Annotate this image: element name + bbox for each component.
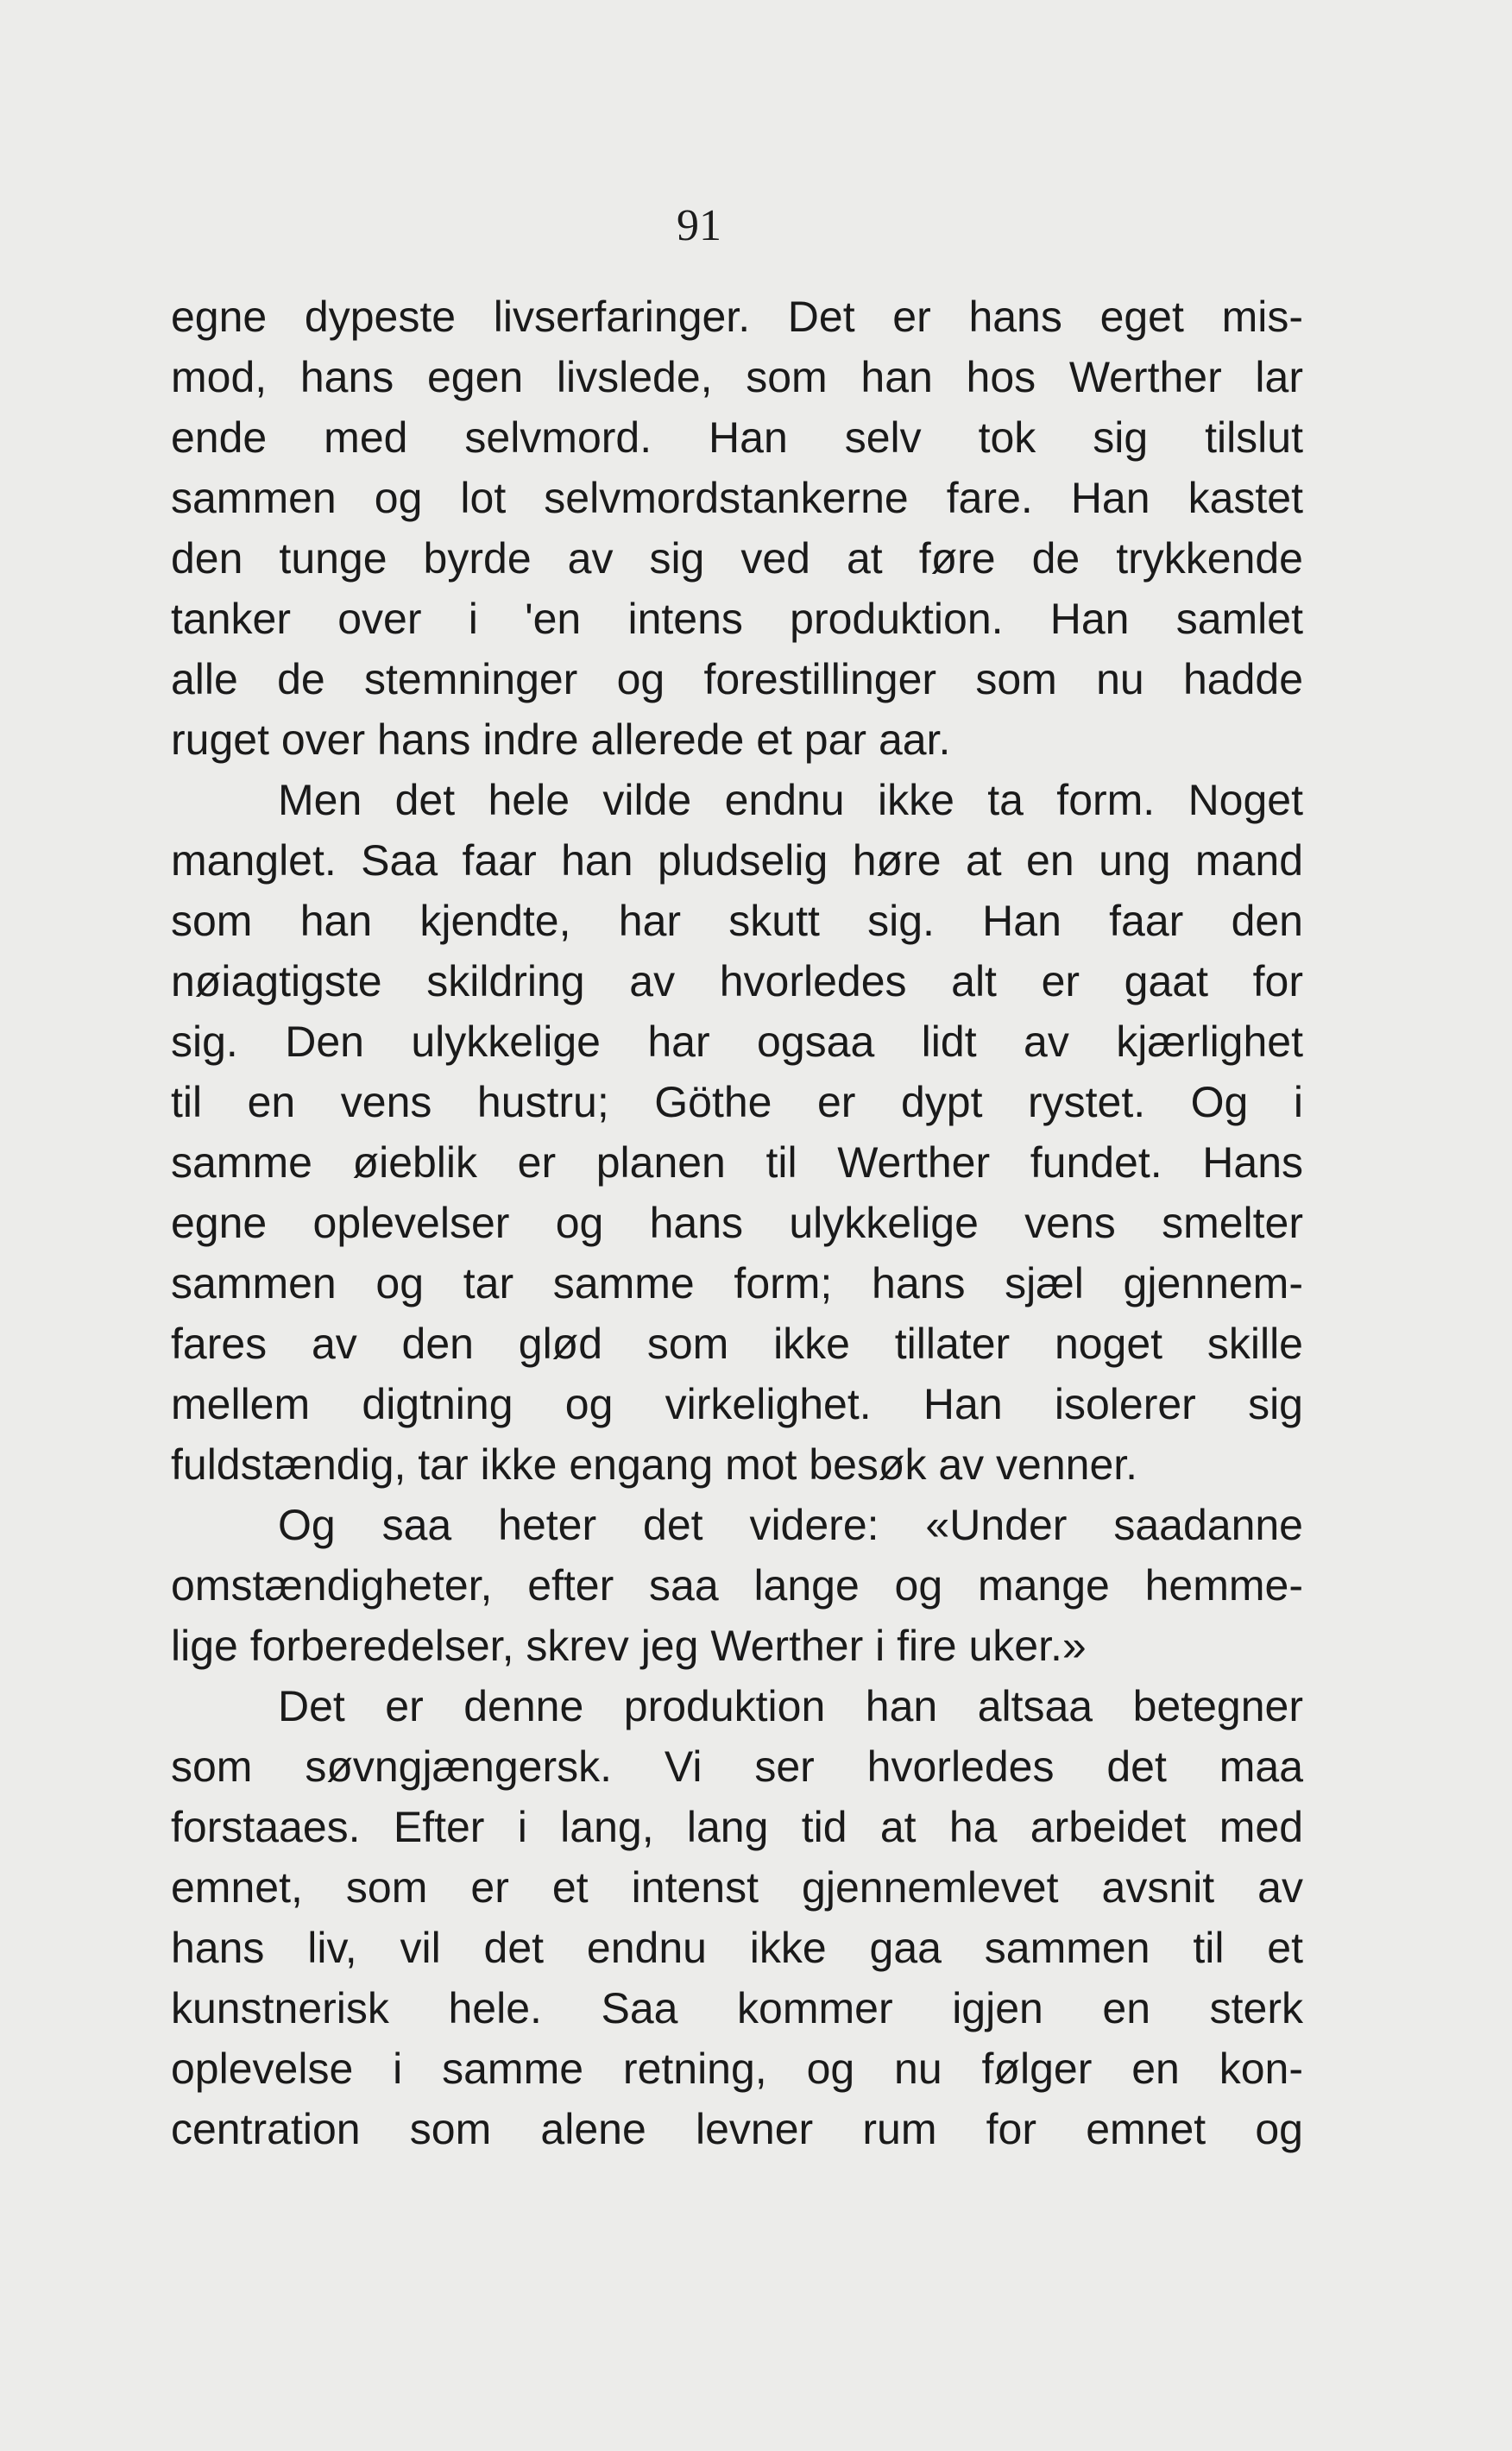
text-line: sig. Den ulykkelige har ogsaa lidt av kjærlighet [171,1018,1303,1066]
text-line: fares av den glød som ikke tillater noget skille [171,1320,1303,1368]
text-line: Det er denne produktion han altsaa betegner [278,1682,1303,1730]
text-line: Og saa heter det videre: «Under saadanne [278,1501,1303,1549]
text-line: alle de stemninger og forestillinger som nu hadde [171,655,1303,703]
text-line: emnet, som er et intenst gjennemlevet avsnit av [171,1863,1303,1912]
text-line: mod, hans egen livslede, som han hos Werther lar [171,353,1303,401]
text-line: den tunge byrde av sig ved at føre de trykkende [171,534,1303,583]
text-line: lige forberedelser, skrev jeg Werther i fire uker.» [171,1622,1087,1670]
text-line: samme øieblik er planen til Werther fundet. Hans [171,1138,1303,1187]
body-text [171,287,1303,2159]
text-line: Men det hele vilde endnu ikke ta form. Noget [278,776,1303,824]
text-line: ruget over hans indre allerede et par aar. [171,715,951,764]
text-line: centration som alene levner rum for emnet og [171,2105,1303,2153]
text-line: oplevelse i samme retning, og nu følger en kon- [171,2045,1303,2093]
text-line: hans liv, vil det endnu ikke gaa sammen til et [171,1924,1303,1972]
text-line: fuldstændig, tar ikke engang mot besøk av venner. [171,1440,1138,1489]
text-line: til en vens hustru; Göthe er dypt rystet. Og i [171,1078,1303,1126]
text-line: manglet. Saa faar han pludselig høre at en ung mand [171,836,1303,885]
text-line: egne dypeste livserfaringer. Det er hans eget mis- [171,293,1303,341]
text-line: ende med selvmord. Han selv tok sig tilslut [171,413,1303,462]
page-number: 91 [677,201,721,250]
text-line: kunstnerisk hele. Saa kommer igjen en sterk [171,1984,1303,2032]
text-line: sammen og lot selvmordstankerne fare. Han kastet [171,474,1303,522]
text-line: som søvngjængersk. Vi ser hvorledes det maa [171,1742,1303,1791]
text-line: omstændigheter, efter saa lange og mange hemme- [171,1561,1303,1610]
text-line: som han kjendte, har skutt sig. Han faar den [171,897,1303,945]
text-line: egne oplevelser og hans ulykkelige vens smelter [171,1199,1303,1247]
text-line: sammen og tar samme form; hans sjæl gjennem- [171,1259,1303,1307]
text-line: nøiagtigste skildring av hvorledes alt er gaat for [171,957,1303,1005]
text-line: forstaaes. Efter i lang, lang tid at ha arbeidet med [171,1803,1303,1851]
text-line: mellem digtning og virkelighet. Han isolerer sig [171,1380,1303,1428]
text-line: tanker over i 'en intens produktion. Han samlet [171,595,1303,643]
